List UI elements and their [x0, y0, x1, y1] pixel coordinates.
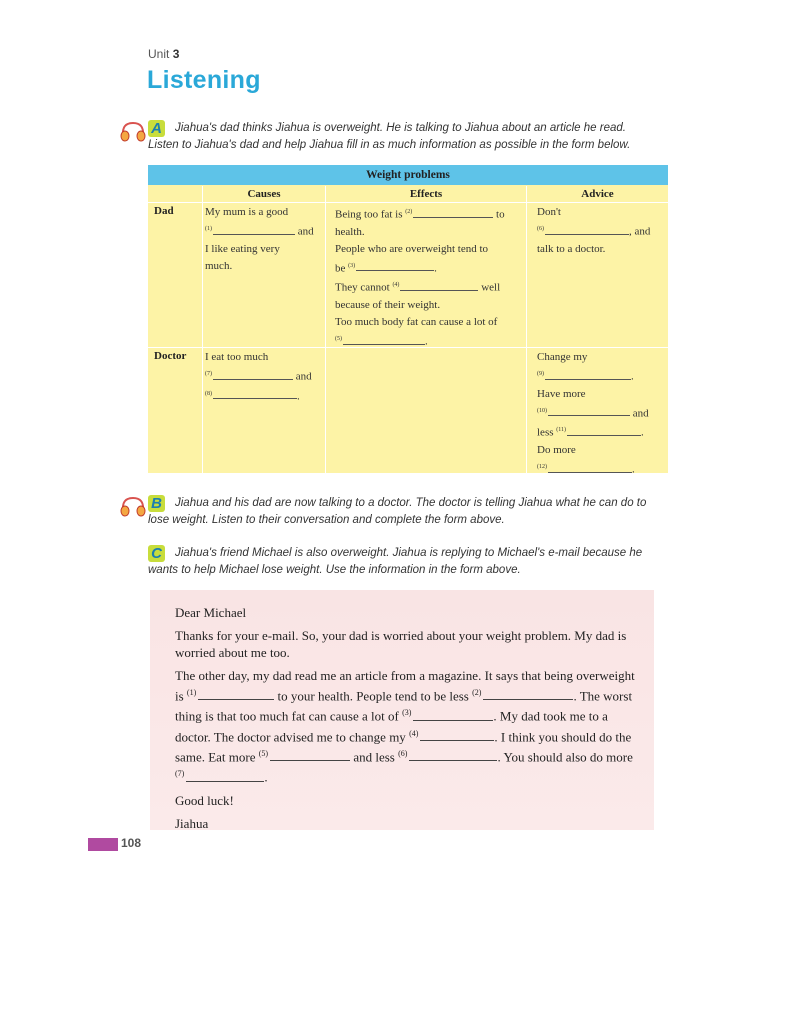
dad-advice-cell: Don't $^{(6)}$ , and talk to a doctor.	[537, 206, 651, 255]
exercise-b-instructions: B Jiahua and his dad are now talking to a doctor. The doctor is telling Jiahua what he can do to lose weight. Listen to their conversation and complete the form above.	[148, 495, 647, 526]
column-header-causes: Causes	[247, 188, 281, 200]
email-blank-7[interactable]	[186, 770, 264, 782]
email-paragraph-1: Thanks for your e-mail. So, your dad is worried about your weight problem. My dad is worried about me too.	[175, 628, 627, 660]
exercise-c-instructions: C Jiahua's friend Michael is also overweight. Jiahua is replying to Michael's e-mail because he wants to help Michael lose weight. Use the information in the form above.	[148, 545, 643, 576]
email-blank-3[interactable]	[413, 709, 493, 721]
email-greeting: Dear Michael	[175, 605, 247, 620]
blank-6[interactable]	[545, 224, 629, 235]
email-closing: Good luck!	[175, 792, 234, 808]
row-label-doctor: Doctor	[154, 350, 187, 362]
doctor-advice-cell: Change my $^{(9)}$ . Have more $^{(10)}$ and less $^{(11)}$ . Do more $^{(12)}$ .	[537, 351, 649, 476]
weight-problems-table	[148, 165, 668, 476]
blank-12[interactable]	[548, 462, 632, 473]
column-header-effects: Effects	[409, 188, 443, 200]
dad-causes-cell: My mum is a good $^{(1)}$ and I like eating very much.	[205, 206, 314, 272]
blank-8[interactable]	[213, 388, 297, 399]
email-blank-6[interactable]	[409, 749, 497, 761]
email-paragraph-2: The other day, my dad read me an article from a magazine. It says that being overweight is $^{(1)}$ to your health. People tend to be less $^{(2)}$ . The worst thing is that too much fat can cause a lot of $^{(3)}$ . My dad took me to a doctor. The doctor advised me to change my $^{(4)}$ . I think you should do the same. Eat more $^{(5)}$ and less $^{(6)}$ . You should also do more $^{(7)}$ .	[175, 668, 635, 785]
page-number: 108	[121, 836, 142, 850]
blank-9[interactable]	[545, 369, 631, 380]
page-title: Listening	[147, 66, 261, 94]
blank-7[interactable]	[213, 369, 293, 380]
table-title: Weight problems	[148, 165, 668, 185]
email-blank-4[interactable]	[420, 729, 494, 741]
dad-effects-cell: Being too fat is $^{(2)}$ to health. People who are overweight tend to be $^{(3)}$ . They cannot $^{(4)}$ well because of their weight. Too much body fat can cause a lot of $^{(5)}$ .	[335, 208, 505, 348]
email-letter	[150, 590, 654, 830]
blank-5[interactable]	[343, 334, 425, 345]
blank-10[interactable]	[548, 405, 630, 416]
email-blank-5[interactable]	[270, 749, 350, 761]
unit-label: Unit 3	[148, 47, 180, 61]
blank-1[interactable]	[213, 224, 295, 235]
blank-2[interactable]	[413, 207, 493, 218]
doctor-causes-cell: I eat too much $^{(7)}$ and $^{(8)}$ .	[205, 351, 312, 403]
email-signature: Jiahua	[175, 815, 209, 831]
headphones-icon[interactable]	[118, 494, 148, 518]
exercise-a-instructions: A Jiahua's dad thinks Jiahua is overweight. He is talking to Jiahua about an article he read. Listen to Jiahua's dad and help Jiahua fill in as much information as possible in the form below.	[148, 120, 631, 151]
headphones-icon[interactable]	[118, 119, 148, 143]
page-number-bar	[88, 838, 118, 851]
blank-11[interactable]	[567, 425, 641, 436]
column-header-advice: Advice	[581, 188, 614, 200]
blank-3[interactable]	[356, 260, 434, 271]
email-blank-1[interactable]	[198, 688, 274, 700]
blank-4[interactable]	[400, 280, 478, 291]
exercise-c-letter: C	[148, 545, 165, 562]
email-blank-2[interactable]	[483, 688, 573, 700]
row-label-dad: Dad	[154, 205, 174, 217]
exercise-b-letter: B	[148, 495, 165, 512]
exercise-a-letter: A	[148, 120, 165, 137]
